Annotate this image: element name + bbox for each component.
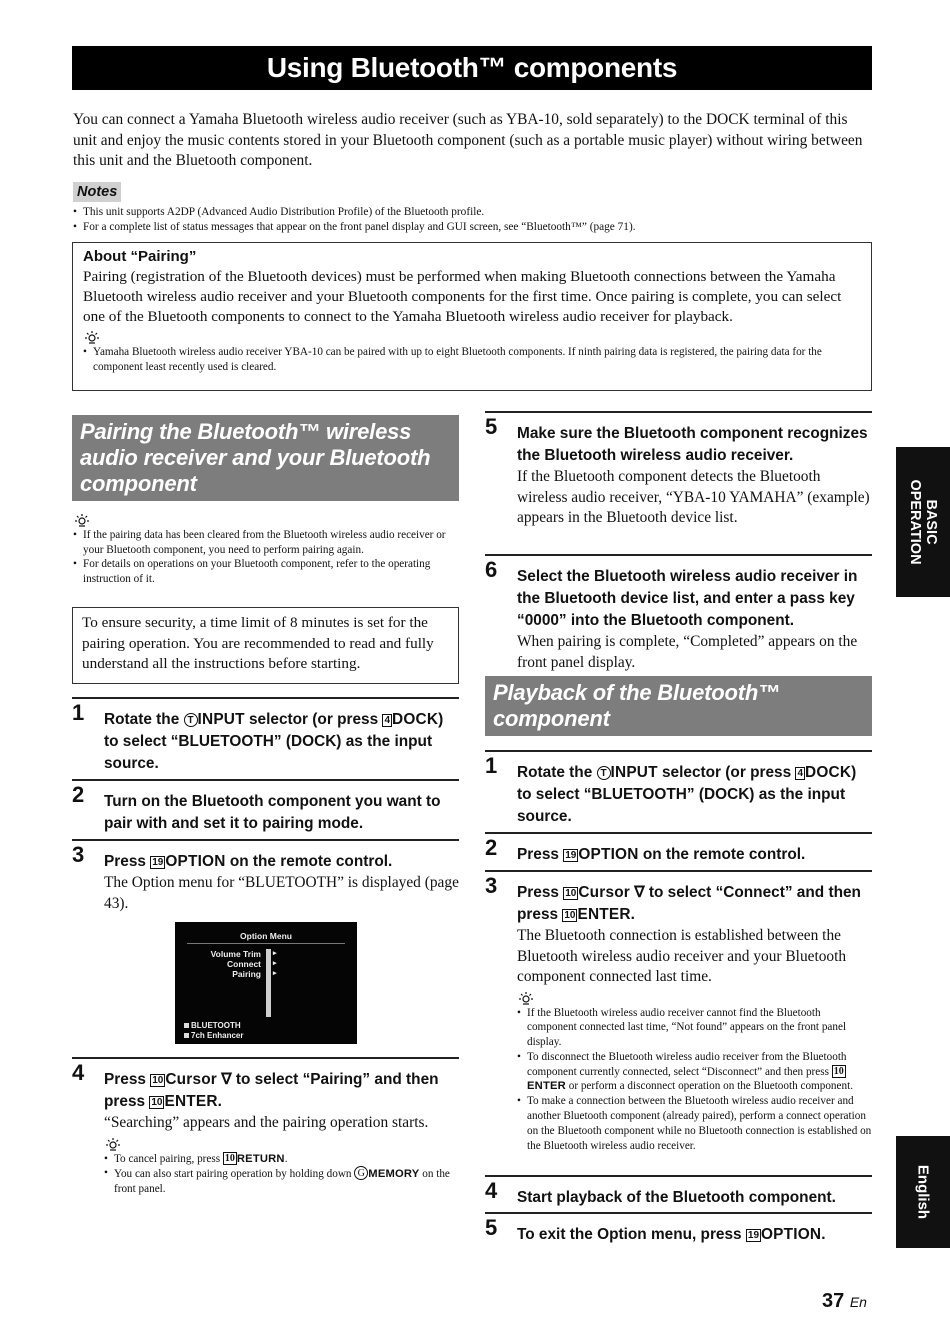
step-number: 5 — [485, 1215, 497, 1240]
playback-step-5 — [485, 1212, 872, 1246]
step-number: 1 — [72, 700, 84, 725]
osd-menu-item: Pairing — [232, 969, 261, 979]
pairing-step-4 — [72, 1057, 459, 1197]
about-pairing-box — [72, 242, 872, 391]
osd-scrollbar — [266, 949, 271, 1017]
about-pairing-heading: About “Pairing” — [83, 248, 197, 265]
tip-item: • To cancel pairing, press 10 RETURN. — [104, 1152, 459, 1167]
step-number: 1 — [485, 753, 497, 778]
step-body: When pairing is complete, “Completed” appears on the front panel display. — [517, 633, 858, 671]
osd-title: Option Menu — [240, 931, 292, 941]
playback-step-4 — [485, 1175, 872, 1209]
step-heading: Select the Bluetooth wireless audio receiver in the Bluetooth device list, and enter a pass key “0000” into the Bluetooth component. — [517, 568, 858, 629]
playback-section-heading: Playback of the Bluetooth™ component — [485, 676, 872, 736]
step-number: 4 — [485, 1178, 497, 1203]
tip-item: • To disconnect the Bluetooth wireless audio receiver from the Bluetooth component currently connected, select “Disconnect” and then press 10ENTER or perform a disconnect operation on the Bluetooth component. — [517, 1050, 872, 1094]
notes-label: Notes — [73, 182, 121, 202]
step-heading: Press 19 OPTION on the remote control. — [104, 853, 393, 870]
step-number: 3 — [485, 873, 497, 898]
note-item: • For a complete list of status messages that appear on the front panel display and GUI screen, see “Bluetooth™” (page 71). — [73, 220, 873, 235]
option-menu-screen — [175, 922, 357, 1044]
pairing-tips — [73, 510, 459, 586]
step-body: The Option menu for “BLUETOOTH” is displayed (page 43). — [104, 874, 459, 912]
step-number: 3 — [72, 842, 84, 867]
hint-icon — [517, 991, 535, 1005]
tip-item: • If the pairing data has been cleared from the Bluetooth wireless audio receiver or your Bluetooth component, you need to perform pairing again. — [73, 528, 459, 557]
page-title: Using Bluetooth™ components — [72, 46, 872, 90]
page-number: 37 En — [822, 1290, 867, 1312]
step-heading: To exit the Option menu, press 19 OPTION. — [517, 1226, 826, 1243]
step-number: 4 — [72, 1060, 84, 1085]
about-pairing-tip: • Yamaha Bluetooth wireless audio receiver YBA-10 can be paired with up to eight Bluetooth components. If ninth pairing data is registered, the pairing data for the component least recently used is cleared. — [83, 345, 861, 374]
pairing-step-5 — [485, 411, 872, 529]
osd-divider — [187, 943, 345, 944]
playback-step-1 — [485, 750, 872, 828]
step-tips — [104, 1137, 459, 1197]
step-body: If the Bluetooth component detects the Bluetooth wireless audio receiver, “YBA-10 YAMAHA” (example) appears in the Bluetooth device list. — [517, 468, 870, 526]
notes-list — [73, 205, 873, 234]
step-tips — [517, 991, 872, 1154]
step-heading: Start playback of the Bluetooth component. — [517, 1189, 836, 1206]
step-body: “Searching” appears and the pairing operation starts. — [104, 1114, 429, 1131]
osd-menu-item: Connect — [227, 959, 261, 969]
hint-icon — [73, 513, 91, 527]
step-heading: Rotate the T INPUT selector (or press 4 DOCK) to select “BLUETOOTH” (DOCK) as the input source. — [517, 764, 857, 825]
osd-arrow-icons: ▸ ▸ ▸ — [273, 950, 277, 977]
step-number: 2 — [72, 782, 84, 807]
tip-item: • You can also start pairing operation by holding down G MEMORY on the front panel. — [104, 1166, 459, 1197]
step-heading: Press 10 Cursor ∇ to select “Pairing” and then press 10 ENTER. — [104, 1071, 439, 1110]
pairing-step-3 — [72, 839, 459, 914]
step-heading: Turn on the Bluetooth component you want to pair with and set it to pairing mode. — [104, 793, 441, 832]
hint-icon — [83, 330, 101, 344]
pairing-step-2 — [72, 779, 459, 835]
security-notice-box: To ensure security, a time limit of 8 minutes is set for the pairing operation. You are recommended to read and fully understand all the instructions before starting. — [72, 607, 459, 684]
intro-paragraph: You can connect a Yamaha Bluetooth wireless audio receiver (such as YBA-10, sold separately) to the DOCK terminal of this unit and enjoy the music contents stored in your Bluetooth component (such as a portable music player) without wiring between this unit and the Bluetooth component. — [73, 111, 863, 169]
hint-icon — [104, 1137, 122, 1151]
about-pairing-text: Pairing (registration of the Bluetooth devices) must be performed when making Bluetooth connections between the Yamaha Bluetooth wireless audio receiver and your Bluetooth components for the first time. Once pairing is complete, you can select one of the Bluetooth components to connect to the Yamaha Bluetooth wireless audio receiver for playback. — [83, 268, 842, 325]
language-tab: English — [896, 1136, 950, 1248]
step-heading: Press 10 Cursor ∇ to select “Connect” and then press 10 ENTER. — [517, 884, 861, 923]
basic-operation-tab: BASIC OPERATION — [896, 447, 950, 597]
osd-menu-item: Volume Trim — [210, 949, 261, 959]
osd-footer: BLUETOOTH 7ch Enhancer — [184, 1021, 243, 1040]
tip-item: • To make a connection between the Bluetooth wireless audio receiver and another Bluetooth component (already paired), perform a connect operation on the Bluetooth component while no Bluetooth connection is established on the Bluetooth wireless audio receiver. — [517, 1094, 872, 1153]
step-heading: Rotate the T INPUT selector (or press 4 DOCK) to select “BLUETOOTH” (DOCK) as the input source. — [104, 711, 444, 772]
playback-step-2 — [485, 832, 872, 866]
playback-step-3 — [485, 870, 872, 1153]
step-heading: Press 19 OPTION on the remote control. — [517, 846, 806, 863]
step-body: The Bluetooth connection is established between the Bluetooth wireless audio receiver and your Bluetooth component connected last time. — [517, 927, 847, 985]
pairing-section-heading: Pairing the Bluetooth™ wireless audio receiver and your Bluetooth component — [72, 415, 459, 501]
pairing-step-1 — [72, 697, 459, 775]
pairing-step-6 — [485, 554, 872, 673]
osd-menu-list — [195, 949, 261, 979]
step-heading: Make sure the Bluetooth component recognizes the Bluetooth wireless audio receiver. — [517, 425, 868, 464]
tip-item: • For details on operations on your Bluetooth component, refer to the operating instruction of it. — [73, 557, 459, 586]
note-item: • This unit supports A2DP (Advanced Audio Distribution Profile) of the Bluetooth profile. — [73, 205, 873, 220]
step-number: 5 — [485, 414, 497, 439]
step-number: 2 — [485, 835, 497, 860]
tip-item: • If the Bluetooth wireless audio receiver cannot find the Bluetooth component connected last time, “Not found” appears on the front panel display. — [517, 1006, 872, 1050]
step-number: 6 — [485, 557, 497, 582]
